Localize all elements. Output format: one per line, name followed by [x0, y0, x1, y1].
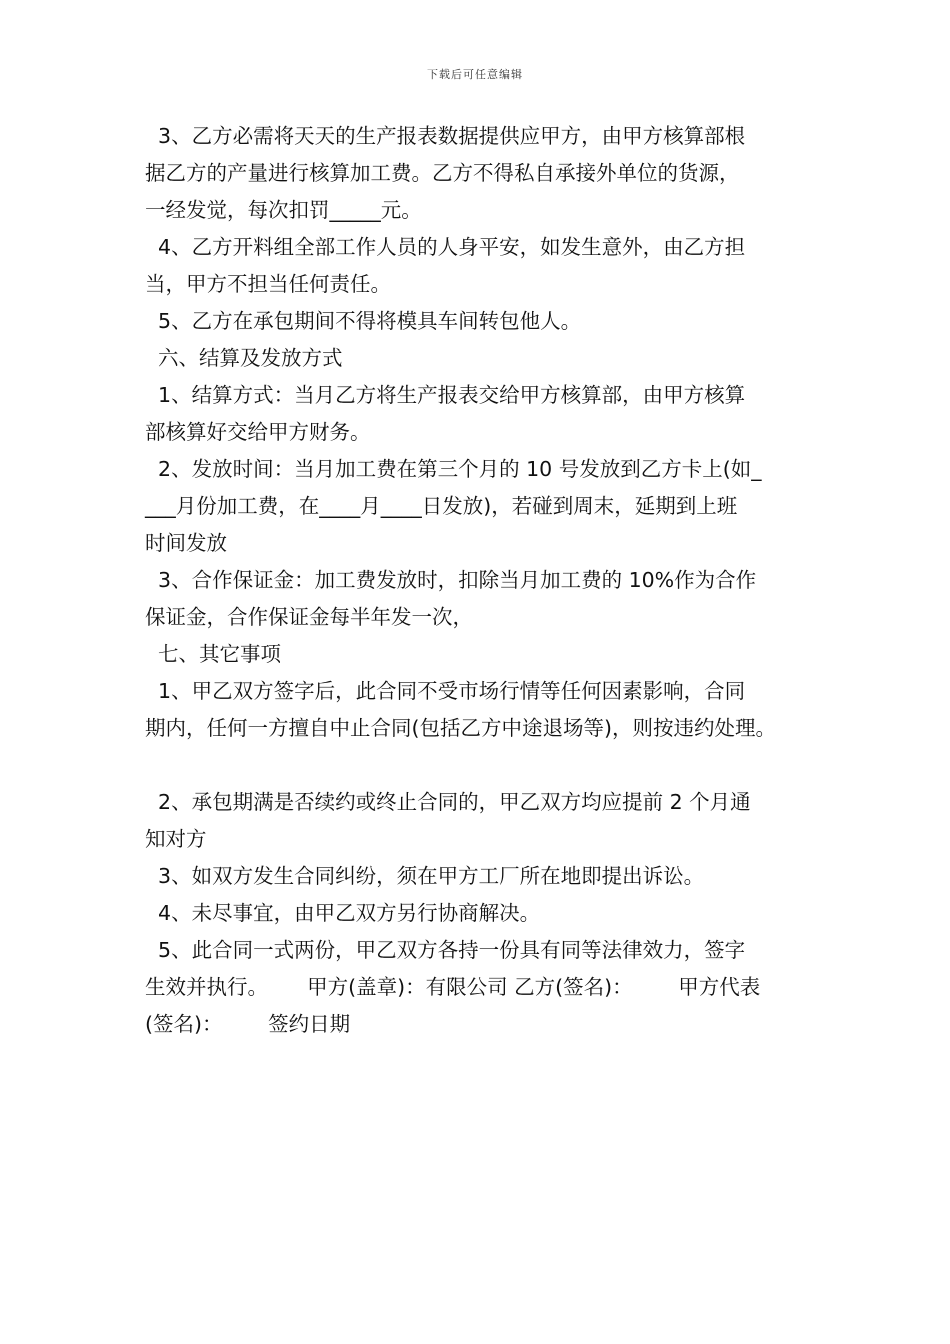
text-line: 3、乙方必需将天天的生产报表数据提供应甲方，由甲方核算部根 — [145, 124, 746, 148]
text-line: 2、承包期满是否续约或终止合同的，甲乙双方均应提前 2 个月通 — [145, 790, 751, 814]
text-line: 保证金，合作保证金每半年发一次， — [145, 605, 473, 629]
text-line: 部核算好交给甲方财务。 — [145, 420, 371, 444]
text-line: 5、乙方在承包期间不得将模具车间转包他人。 — [145, 309, 582, 333]
section-heading: 七、其它事项 — [145, 642, 282, 666]
section-heading: 六、结算及发放方式 — [145, 346, 343, 370]
text-line: 5、此合同一式两份，甲乙双方各持一份具有同等法律效力，签字 — [145, 938, 746, 962]
text-line: 1、甲乙双方签字后，此合同不受市场行情等任何因素影响，合同 — [145, 679, 746, 703]
page-header: 下载后可任意编辑 — [427, 68, 523, 81]
text-line: 据乙方的产量进行核算加工费。乙方不得私自承接外单位的货源， — [145, 161, 740, 185]
blank-line — [145, 747, 817, 784]
text-line: 当，甲方不担当任何责任。 — [145, 272, 391, 296]
text-line: 时间发放 — [145, 531, 227, 555]
text-line: 3、合作保证金：加工费发放时，扣除当月加工费的 10%作为合作 — [145, 568, 757, 592]
text-line: 一经发觉，每次扣罚_____元。 — [145, 198, 422, 222]
signature-line: (签名)： 签约日期 — [145, 1012, 351, 1036]
text-line: 4、乙方开料组全部工作人员的人身平安，如发生意外，由乙方担 — [145, 235, 746, 259]
text-line: 2、发放时间：当月加工费在第三个月的 10 号发放到乙方卡上(如_ — [145, 457, 762, 481]
text-line: 知对方 — [145, 827, 207, 851]
text-line: 4、未尽事宜，由甲乙双方另行协商解决。 — [145, 901, 541, 925]
signature-line: 生效并执行。 甲方(盖章)：有限公司 乙方(签名)： 甲方代表 — [145, 975, 761, 999]
text-line: ___月份加工费，在____月____日发放)，若碰到周末，延期到上班 — [145, 494, 738, 518]
text-line: 3、如双方发生合同纠纷，须在甲方工厂所在地即提出诉讼。 — [145, 864, 705, 888]
text-line: 1、结算方式：当月乙方将生产报表交给甲方核算部，由甲方核算 — [145, 383, 746, 407]
document-body — [145, 118, 817, 1043]
text-line: 期内，任何一方擅自中止合同(包括乙方中途退场等)，则按违约处理。 — [145, 716, 776, 740]
